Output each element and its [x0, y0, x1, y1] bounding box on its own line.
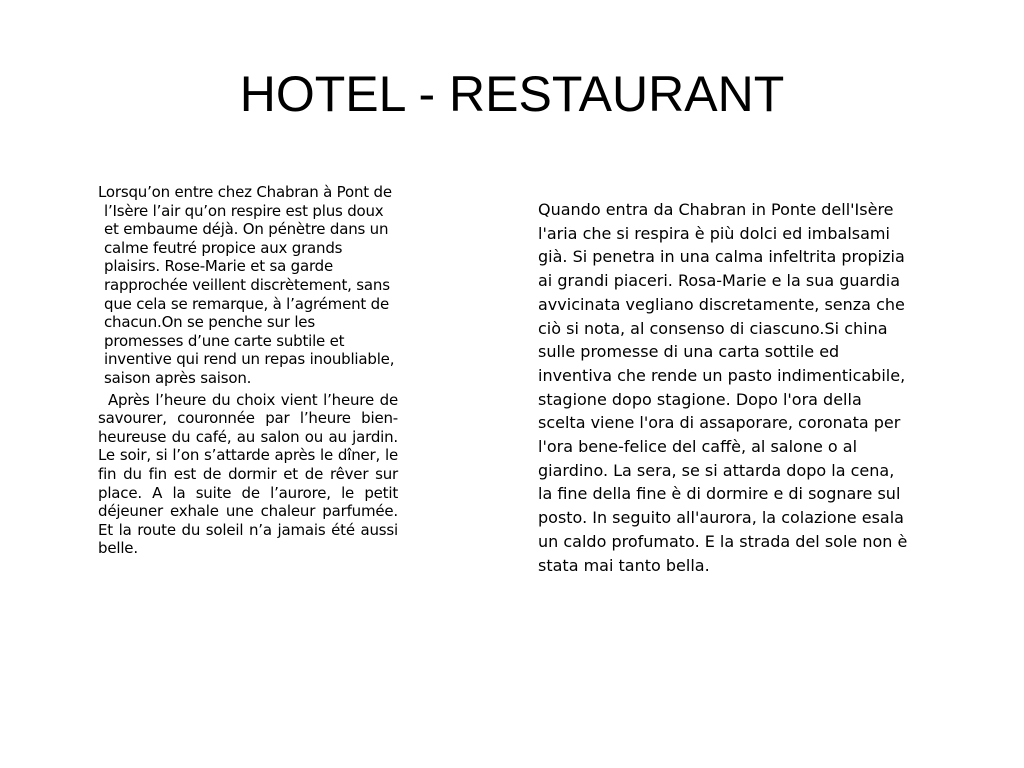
slide-title: HOTEL - RESTAURANT	[239, 66, 785, 122]
french-paragraph-2: Après l’heure du choix vient l’heure de savourer, couronnée par l’heure bien-heureuse du café, au salon ou au jardin. Le soir, si l’on s’attarde après le dîner, le fin du fin est de dormir et de rêver sur place. A la suite de l’aurore, le petit déjeuner exhale une chaleur parfumée. Et la route du soleil n’a jamais été aussi belle.	[98, 390, 398, 558]
italian-paragraph: Quando entra da Chabran in Ponte dell'Isère l'aria che si respira è più dolci ed imbalsami già. Si penetra in una calma infeltrita propizia ai grandi piaceri. Rosa-Marie e la sua guardia avvicinata vegliano discretamente, senza che ciò si nota, al consenso di ciascuno.Si china sulle promesse di una carta sottile ed inventiva che rende un pasto indimenticabile, stagione dopo stagione. Dopo l'ora della scelta viene l'ora di assaporare, coronata per l'ora bene-felice del caffè, al salone o al giardino. La sera, se si attarda dopo la cena, la fine della fine è di dormire e di sognare sul posto. In seguito all'aurora, la colazione esala un caldo profumato. E la strada del sole non è stata mai tanto bella.	[538, 200, 908, 575]
italian-text-column	[538, 198, 908, 577]
french-text-column	[98, 183, 398, 558]
french-paragraph-1: Lorsqu’on entre chez Chabran à Pont de l’Isère l’air qu’on respire est plus doux et embaume déjà. On pénètre dans un calme feutré propice aux grands plaisirs. Rose-Marie et sa garde rapprochée veillent discrètement, sans que cela se remarque, à l’agrément de chacun.On se penche sur les promesses d’une carte subtile et inventive qui rend un repas inoubliable, saison après saison.	[98, 183, 395, 387]
